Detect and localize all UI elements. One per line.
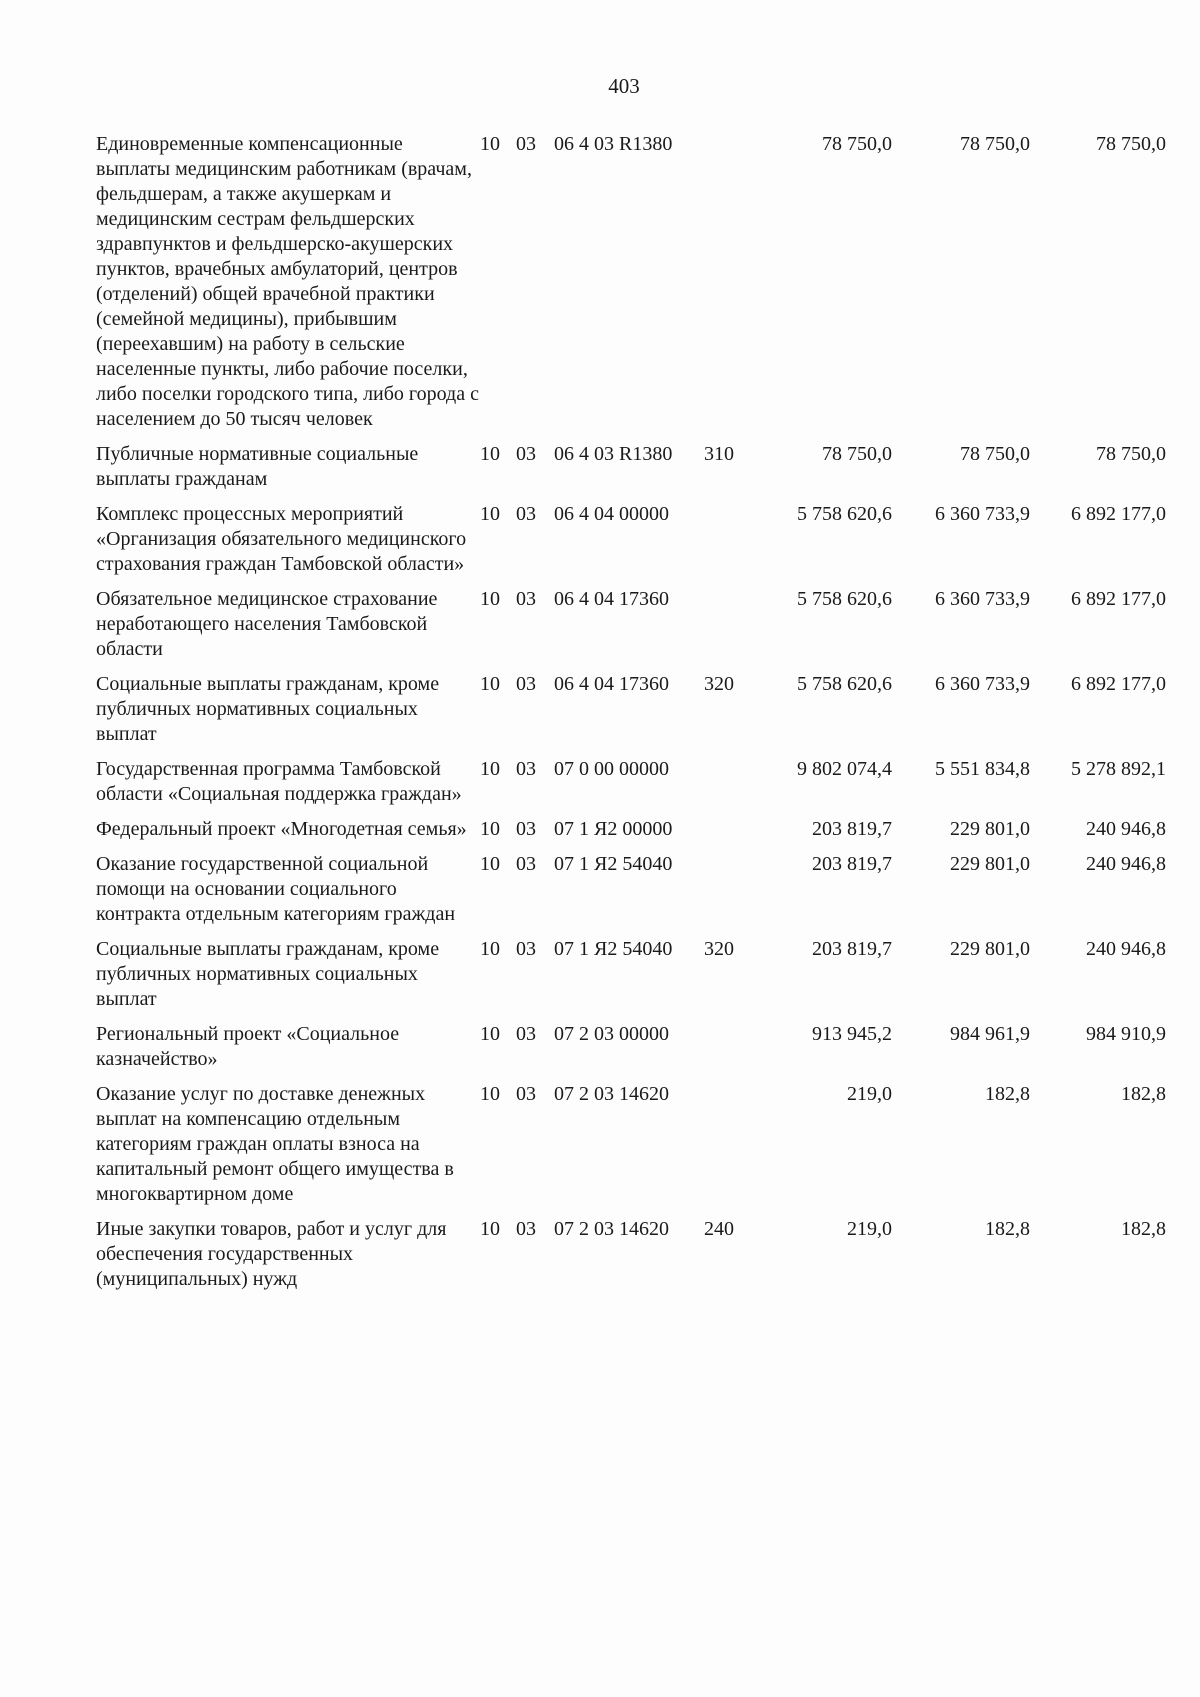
row-target-code: 06 4 04 00000	[554, 503, 669, 525]
table-row	[96, 757, 1166, 817]
row-expense-type	[704, 132, 756, 442]
row-expense-type	[704, 502, 756, 587]
row-amount-year3: 240 946,8	[1086, 818, 1166, 840]
row-amount-year1: 5 758 620,6	[797, 588, 892, 610]
row-target-code: 07 1 Я2 00000	[554, 818, 673, 840]
table-row	[96, 587, 1166, 672]
row-amount-year1: 219,0	[847, 1218, 892, 1240]
row-amount-year2: 182,8	[985, 1218, 1030, 1240]
row-name: Обязательное медицинское страхование неработающего населения Тамбовской области	[96, 588, 438, 660]
row-amount-year2: 229 801,0	[950, 853, 1030, 875]
row-name: Государственная программа Тамбовской области «Социальная поддержка граждан»	[96, 758, 462, 805]
row-amount-year3: 5 278 892,1	[1071, 758, 1166, 780]
row-amount-year1: 5 758 620,6	[797, 503, 892, 525]
table-row	[96, 1217, 1166, 1302]
row-expense-type: 310	[704, 443, 734, 465]
table-row	[96, 937, 1166, 1022]
row-name: Социальные выплаты гражданам, кроме публичных нормативных социальных выплат	[96, 673, 440, 745]
row-expense-type	[704, 852, 756, 937]
page-number: 403	[608, 74, 640, 98]
row-amount-year1: 203 819,7	[812, 818, 892, 840]
row-name: Региональный проект «Социальное казначейство»	[96, 1023, 400, 1070]
row-amount-year3: 78 750,0	[1096, 443, 1166, 465]
row-section: 10	[480, 938, 500, 960]
row-name: Иные закупки товаров, работ и услуг для обеспечения государственных (муниципальных) нужд	[96, 1218, 447, 1290]
row-target-code: 06 4 04 17360	[554, 588, 669, 610]
row-amount-year2: 5 551 834,8	[935, 758, 1030, 780]
table-row	[96, 442, 1166, 502]
table-row	[96, 672, 1166, 757]
row-name: Федеральный проект «Многодетная семья»	[96, 818, 467, 840]
row-target-code: 06 4 04 17360	[554, 673, 669, 695]
row-expense-type: 320	[704, 673, 734, 695]
row-section: 10	[480, 673, 500, 695]
row-name: Единовременные компенсационные выплаты медицинским работникам (врачам, фельдшерам, а также акушеркам и медицинским сестрам фельдшерских здравпунктов и фельдшерско-акушерских пунктов, врачебных амбулаторий, центров (отделений) общей врачебной практики (семейной медицины), прибывшим (переехавшим) на работу в сельские населенные пункты, либо рабочие поселки, либо поселки городского типа, либо города с населением до 50 тысяч человек	[96, 133, 479, 430]
row-amount-year3: 240 946,8	[1086, 853, 1166, 875]
row-amount-year3: 6 892 177,0	[1071, 588, 1166, 610]
row-subsection: 03	[516, 938, 536, 960]
row-subsection: 03	[516, 443, 536, 465]
row-amount-year3: 182,8	[1121, 1218, 1166, 1240]
row-target-code: 06 4 03 R1380	[554, 133, 673, 155]
row-amount-year2: 229 801,0	[950, 938, 1030, 960]
row-name: Оказание государственной социальной помощи на основании социального контракта отдельным категориям граждан	[96, 853, 456, 925]
row-target-code: 07 0 00 00000	[554, 758, 669, 780]
row-name: Оказание услуг по доставке денежных выплат на компенсацию отдельным категориям граждан оплаты взноса на капитальный ремонт общего имущества в многоквартирном доме	[96, 1083, 454, 1205]
row-amount-year2: 78 750,0	[960, 133, 1030, 155]
row-amount-year2: 6 360 733,9	[935, 588, 1030, 610]
row-target-code: 07 1 Я2 54040	[554, 938, 673, 960]
budget-table	[96, 132, 1166, 1302]
row-section: 10	[480, 818, 500, 840]
row-section: 10	[480, 503, 500, 525]
row-amount-year2: 984 961,9	[950, 1023, 1030, 1045]
row-expense-type: 320	[704, 938, 734, 960]
row-amount-year1: 219,0	[847, 1083, 892, 1105]
row-section: 10	[480, 588, 500, 610]
row-amount-year1: 78 750,0	[822, 443, 892, 465]
row-section: 10	[480, 1218, 500, 1240]
row-target-code: 07 2 03 14620	[554, 1083, 669, 1105]
row-amount-year1: 78 750,0	[822, 133, 892, 155]
row-amount-year2: 6 360 733,9	[935, 503, 1030, 525]
row-target-code: 07 2 03 00000	[554, 1023, 669, 1045]
row-expense-type	[704, 817, 756, 852]
row-target-code: 07 1 Я2 54040	[554, 853, 673, 875]
row-subsection: 03	[516, 1083, 536, 1105]
row-subsection: 03	[516, 673, 536, 695]
table-row	[96, 817, 1166, 852]
row-amount-year3: 78 750,0	[1096, 133, 1166, 155]
row-section: 10	[480, 853, 500, 875]
row-expense-type: 240	[704, 1218, 734, 1240]
row-name: Публичные нормативные социальные выплаты гражданам	[96, 443, 419, 490]
row-amount-year2: 182,8	[985, 1083, 1030, 1105]
row-subsection: 03	[516, 1023, 536, 1045]
row-target-code: 06 4 03 R1380	[554, 443, 673, 465]
row-target-code: 07 2 03 14620	[554, 1218, 669, 1240]
row-section: 10	[480, 133, 500, 155]
row-amount-year3: 6 892 177,0	[1071, 503, 1166, 525]
row-amount-year3: 984 910,9	[1086, 1023, 1166, 1045]
row-subsection: 03	[516, 503, 536, 525]
row-amount-year2: 6 360 733,9	[935, 673, 1030, 695]
row-section: 10	[480, 443, 500, 465]
table-row	[96, 1022, 1166, 1082]
row-amount-year1: 5 758 620,6	[797, 673, 892, 695]
row-amount-year3: 6 892 177,0	[1071, 673, 1166, 695]
row-name: Комплекс процессных мероприятий «Организация обязательного медицинского страхования граждан Тамбовской области»	[96, 503, 467, 575]
row-subsection: 03	[516, 588, 536, 610]
table-row	[96, 132, 1166, 442]
row-subsection: 03	[516, 133, 536, 155]
row-subsection: 03	[516, 1218, 536, 1240]
row-amount-year2: 78 750,0	[960, 443, 1030, 465]
row-section: 10	[480, 1023, 500, 1045]
row-subsection: 03	[516, 853, 536, 875]
row-subsection: 03	[516, 818, 536, 840]
row-section: 10	[480, 1083, 500, 1105]
row-subsection: 03	[516, 758, 536, 780]
row-amount-year3: 182,8	[1121, 1083, 1166, 1105]
table-row	[96, 502, 1166, 587]
row-amount-year1: 203 819,7	[812, 853, 892, 875]
table-row	[96, 852, 1166, 937]
row-expense-type	[704, 757, 756, 817]
row-amount-year2: 229 801,0	[950, 818, 1030, 840]
row-name: Социальные выплаты гражданам, кроме публичных нормативных социальных выплат	[96, 938, 440, 1010]
row-expense-type	[704, 1022, 756, 1082]
table-row	[96, 1082, 1166, 1217]
row-amount-year3: 240 946,8	[1086, 938, 1166, 960]
row-amount-year1: 9 802 074,4	[797, 758, 892, 780]
row-expense-type	[704, 1082, 756, 1217]
row-amount-year1: 913 945,2	[812, 1023, 892, 1045]
row-expense-type	[704, 587, 756, 672]
row-section: 10	[480, 758, 500, 780]
row-amount-year1: 203 819,7	[812, 938, 892, 960]
